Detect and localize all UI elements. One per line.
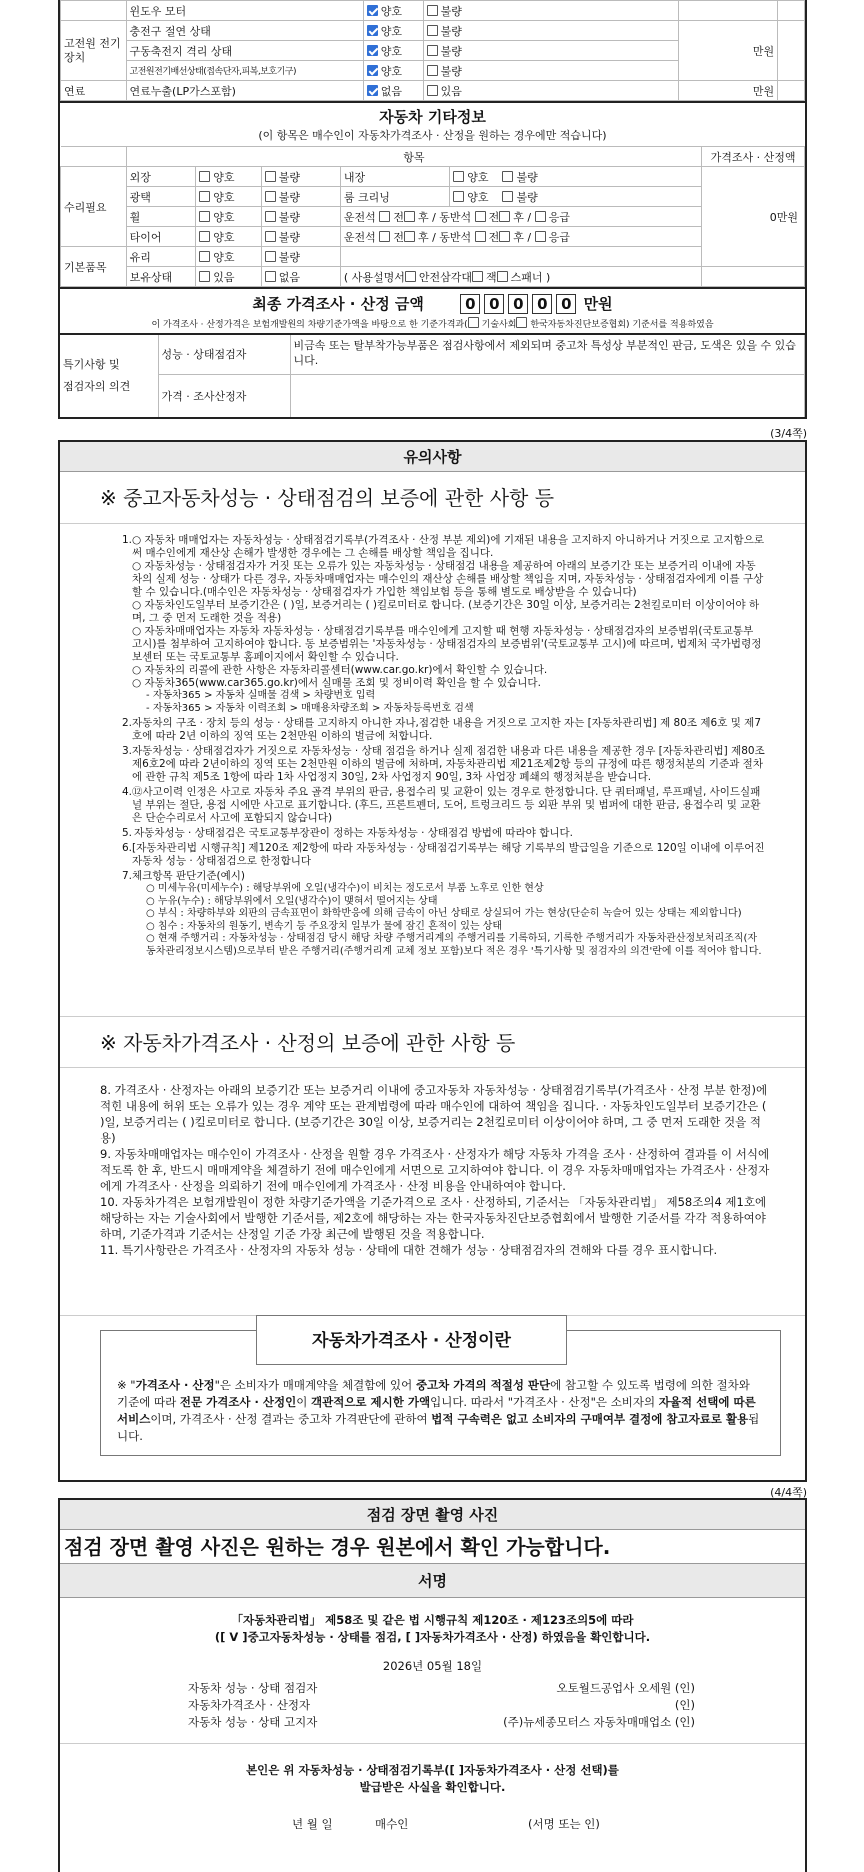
other-info-table: 항목 가격조사 · 산정액 수리필요 외장 양호 불량 내장 양호 불량 0만원 광택 양호 불량 룸 크리닝 양호 불량 휠 양호 불량 운전석 전 후 / 동반석 전 후 / 응급 타이어 양호 불량 운전석 전 후 / 동반석 전 후 / 응급 기본품목 유리 양호 불량 보유상태 있음 없음 ( 사용설명서 안전삼각대 잭 스패너 ) xyxy=(60,146,805,287)
checkbox[interactable] xyxy=(265,271,276,282)
table-row: 구동축전지 격리 상태 양호 불량 xyxy=(61,41,805,61)
table-row: 고전원전기배선상태(접속단자,피복,보호기구) 양호 불량 xyxy=(61,61,805,81)
checkbox[interactable] xyxy=(367,65,378,76)
top-section xyxy=(58,0,807,419)
checkbox[interactable] xyxy=(475,211,486,222)
checkbox[interactable] xyxy=(502,191,513,202)
list-item: 11. 특기사항란은 가격조사 · 산정자의 자동차 성능 · 상태에 대한 견해가 성능 · 상태점검자의 견해와 다를 경우 표시합니다. xyxy=(100,1243,718,1257)
checkbox[interactable] xyxy=(427,25,438,36)
checkbox[interactable] xyxy=(475,231,486,242)
opinion-table: 특기사항 및 점검자의 의견 성능 · 상태점검자 비금속 또는 탈부착가능부품은 점검사항에서 제외되며 중고차 특성상 부분적인 판금, 도색은 있을 수 있습니다. 가격 · 조사산정자 xyxy=(60,333,805,419)
checkbox[interactable] xyxy=(404,231,415,242)
other-info-title: 자동차 기타정보 xyxy=(379,108,486,126)
checkbox[interactable] xyxy=(516,317,527,328)
signer-row: 자동차 성능 · 상태 점검자 오토월드공업사 오세원 (인) xyxy=(188,1681,695,1695)
checkbox[interactable] xyxy=(472,271,483,282)
checkbox[interactable] xyxy=(427,65,438,76)
signature-title: 서명 xyxy=(60,1564,805,1598)
notice-title: 유의사항 xyxy=(60,442,805,472)
checkbox[interactable] xyxy=(379,211,390,222)
list-item: 8. 가격조사 · 산정자는 아래의 보증기간 또는 보증거리 이내에 중고자동차 자동차성능 · 상태점검기록부(가격조사 · 산정 부분 한정)에 적힌 내용에 허위 또는 오류가 있는 경우 계약 또는 관계법령에 따라 매수인에 대하여 책임을 집니다. · 자동차인도일부터 보증기간은 ( )일, 보증거리는 ( )킬로미터로 합니다. (보증기간은 30일 이상, 보증거리는 2천킬로미터 이상이어야 하며, 그 중 먼저 도래한 것을 적용) xyxy=(100,1083,768,1145)
opinion-label: 특기사항 및 점검자의 의견 xyxy=(60,334,158,418)
list-item: 4. ⑫사고이력 인정은 사고로 자동차 주요 골격 부위의 판금, 용접수리 및 교환이 있는 경우로 한정합니다. 단 쿼터패널, 루프패널, 사이드실패널 부위는 절단, 용접 시에만 사고로 표기합니다. (후드, 프론트펜더, 도어, 트렁크리드 등 외판 부위 및 범퍼에 대한 판금, 용접수리 및 교환은 단순수리로서 사고에 포함되지 않습니다) xyxy=(122,786,761,824)
photo-title: 점검 장면 촬영 사진 xyxy=(60,1500,805,1530)
buyer-row: 년 월 일 매수인 (서명 또는 인) xyxy=(292,1817,600,1831)
list-item: 5. 자동차성능 · 상태점검은 국토교통부장관이 정하는 자동차성능 · 상태점검 방법에 따라야 합니다. xyxy=(122,827,573,839)
checkbox[interactable] xyxy=(367,85,378,96)
checkbox[interactable] xyxy=(367,25,378,36)
checkbox[interactable] xyxy=(535,231,546,242)
page-number: (4/4쪽) xyxy=(770,1486,807,1499)
checkbox[interactable] xyxy=(427,45,438,56)
table-row: 연료 연료누출(LP가스포함) 없음 있음 만원 xyxy=(61,81,805,101)
checkbox[interactable] xyxy=(199,211,210,222)
section-heading: ※ 중고자동차성능 · 상태점검의 보증에 관한 사항 등 xyxy=(60,472,805,524)
checkbox[interactable] xyxy=(199,251,210,262)
checkbox[interactable] xyxy=(379,231,390,242)
checkbox[interactable] xyxy=(265,191,276,202)
list-item: 6. [자동차관리법 시행규칙] 제120조 제2항에 따라 자동차성능 · 상태점검기록부는 해당 기록부의 발급일을 기준으로 120일 이내에 이루어진 자동차 성능 · 상태점검으로 한정합니다 xyxy=(122,842,765,867)
checkbox[interactable] xyxy=(468,317,479,328)
checkbox[interactable] xyxy=(499,211,510,222)
checkbox[interactable] xyxy=(265,231,276,242)
confirm-statement: 본인은 위 자동차성능 · 상태점검기록부([ ]자동차가격조사 · 산정 선택)를 발급받은 사실을 확인합니다. xyxy=(246,1763,619,1794)
table-row: 윈도우 모터 양호 불량 xyxy=(61,1,805,21)
list-item: 10. 자동차가격은 보험개발원이 정한 차량기준가액을 기준가격으로 조사 · 산정하되, 기준서는 「자동차관리법」 제58조의4 제1호에 해당하는 자는 기술사회에서 발행한 기준서를, 제2호에 해당하는 자는 한국자동차진단보증협회에서 발행한 기준서를 각각 적용하여야 하며, 기준가격과 기준서는 산정일 기준 가장 최근에 발행된 것을 적용합니다. xyxy=(100,1195,767,1241)
signer-row: 자동차가격조사 · 산정자 (인) xyxy=(188,1698,695,1712)
list-item: 9. 자동차매매업자는 매수인이 가격조사 · 산정을 원할 경우 가격조사 · 산정자가 해당 자동차 가격을 조사 · 산정하여 결과를 이 서식에 적도록 한 후, 반드시 매매계약을 체결하기 전에 매수인에게 서면으로 고지하여야 합니다. 이 경우 자동차매매업자는 가격조사 · 산정자에게 가격조사 · 산정을 의뢰하기 전에 매수인에게 가격조사 · 산정 비용을 안내하여야 합니다. xyxy=(100,1147,770,1193)
law-statement: 「자동차관리법」 제58조 및 같은 법 시행규칙 제120조 · 제123조의5에 따라 ([ V ]중고자동차성능 · 상태를 점검, [ ]자동차가격조사 · 산정) 하였음을 확인합니다. xyxy=(214,1613,651,1644)
signer-list xyxy=(60,1680,805,1731)
checkbox[interactable] xyxy=(199,231,210,242)
section-heading: ※ 자동차가격조사 · 산정의 보증에 관한 사항 등 xyxy=(60,1016,805,1068)
checkbox[interactable] xyxy=(502,171,513,182)
checkbox[interactable] xyxy=(427,5,438,16)
checkbox[interactable] xyxy=(199,171,210,182)
definition-box xyxy=(100,1330,781,1456)
checkbox[interactable] xyxy=(453,171,464,182)
notice-section xyxy=(58,440,807,1482)
opinion-text: 비금속 또는 탈부착가능부품은 점검사항에서 제외되며 중고차 특성상 부분적인 판금, 도색은 있을 수 있습니다. xyxy=(290,334,805,374)
checkbox[interactable] xyxy=(427,85,438,96)
checkbox[interactable] xyxy=(265,171,276,182)
ev-table xyxy=(60,0,805,101)
list-item: 1. ○ 자동차 매매업자는 자동차성능 · 상태점검기록부(가격조사 · 산정 부분 제외)에 기재된 내용을 고지하지 아니하거나 거짓으로 고지함으로써 매수인에게 재산상 손해가 발생한 경우에는 그 손해를 배상할 책임을 집니다. ○ 자동차성능 · 상태점검자가 거짓 또는 오류가 있는 자동차성능 · 상태점검 내용을 제공하여 아래의 보증기간 또는 보증거리 이내에 자동차의 실제 성능 · 상태가 다른 경우, 자동차매매업자는 매수인의 재산상 손해를 배상할 책임을 지며, 자동차성능 · 상태점검자에게 이를 구상할 수 있습니다.(매수인은 자동차성능 · 상태점검자가 가입한 책임보험 등을 통해 별도로 배상받을 수 있습니다) ○ 자동차인도일부터 보증기간은 ( )일, 보증거리는 ( )킬로미터로 합니다. (보증기간은 30일 이상, 보증거리는 2천킬로미터 이상이어야 하며, 그 중 먼저 도래한 것을 적용) ○ 자동차매매업자는 자동차 자동차성능 · 상태점검기록부를 매수인에게 고지할 때 현행 자동차성능 · 상태점검자의 보증범위(국토교통부 고시)를 첨부하여 고지하여야 합니다. 동 보증범위는 '자동차성능 · 상태점검자의 보증범위'(국토교통부 고시)에 따르며, 법제처 국가법령정보센터 또는 국토교통부 홈페이지에서 확인할 수 있습니다. ○ 자동차의 리콜에 관한 사항은 자동차리콜센터(www.car.go.kr)에서 확인할 수 있습니다. ○ 자동차365(www.car365.go.kr)에서 실매물 조회 및 정비이력 확인을 할 수 있습니다. - 자동차365 > 자동차 실매물 검색 > 차량번호 입력 - 자동차365 > 자동차 이력조회 > 매매용차량조회 > 자동차등록번호 검색 xyxy=(122,534,764,714)
signature-date: 2026년 05월 18일 xyxy=(382,1659,483,1673)
group-label: 고전원 전기장치 xyxy=(61,21,127,81)
checkbox[interactable] xyxy=(405,271,416,282)
price-value: 0만원 xyxy=(702,167,805,267)
checkbox[interactable] xyxy=(367,5,378,16)
signature-section xyxy=(58,1498,807,1872)
signer-row: 자동차 성능 · 상태 고지자 (주)뉴세종모터스 자동차매매업소 (인) xyxy=(188,1715,695,1729)
page-number: (3/4쪽) xyxy=(770,427,807,440)
definition-title: 자동차가격조사 · 산정이란 xyxy=(256,1315,567,1365)
checkbox[interactable] xyxy=(404,211,415,222)
checkbox[interactable] xyxy=(453,191,464,202)
list-item: 7. 체크항목 판단기준(예시) ○ 미세누유(미세누수) : 해당부위에 오일(냉각수)이 비치는 정도로서 부품 노후로 인한 현상 ○ 누유(누수) : 해당부위에서 오일(냉각수)이 맺혀서 떨어지는 상태 ○ 부식 : 차량하부와 외판의 금속표면이 화학반응에 의해 금속이 아닌 상태로 상실되어 가는 현상(단순히 녹슬어 있는 상태는 제외합니다) ○ 침수 : 자동차의 원동기, 변속기 등 주요장치 일부가 물에 잠긴 흔적이 있는 상태 ○ 현재 주행거리 : 자동차성능 · 상태점검 당시 해당 차량 주행거리계의 주행거리를 기록하되, 기록한 주행거리가 자동차관산정보처리조직(자동차관리정보시스템)으로부터 받은 주행거리(주행거리계 교체 정보 포함)보다 적은 경우 '특기사항 및 점검자의 의견'란에 이를 적어야 합니다. xyxy=(122,870,762,957)
list-item: 2. 자동차의 구조 · 장치 등의 성능 · 상태를 고지하지 아니한 자나,점검한 내용을 거짓으로 고지한 자는 [자동차관리법] 제 80조 제6호 및 제7호에 따라 2년 이하의 징역 또는 2천만원 이하의 벌금에 처합니다. xyxy=(122,717,762,742)
notice-list-2 xyxy=(100,1082,771,1258)
other-info-header xyxy=(60,101,805,146)
checkbox[interactable] xyxy=(499,231,510,242)
checkbox[interactable] xyxy=(199,271,210,282)
notice-list xyxy=(60,524,805,958)
checkbox[interactable] xyxy=(265,251,276,262)
other-info-subtitle: (이 항목은 매수인이 자동차가격조사 · 산정을 원하는 경우에만 적습니다) xyxy=(258,129,607,142)
list-item: 3. 자동차성능 · 상태점검자가 거짓으로 자동차성능 · 상태 점검을 하거나 실제 점검한 내용과 다른 내용을 제공한 경우 [자동차관리법] 제80조제6호2에 따라 2년이하의 징역 또는 2천만원 이하의 벌금에 처하며, 자동차관리법 제21조제2항 등의 규정에 따른 행정처분의 기준과 절차에 관한 규칙 제5조 1항에 따라 1차 사업정지 30일, 2차 사업정지 90일, 3차 사업장 폐쇄의 행정처분을 받습니다. xyxy=(122,745,765,783)
photo-text: 점검 장면 촬영 사진은 원하는 경우 원본에서 확인 가능합니다. xyxy=(60,1530,805,1564)
definition-text: ※ "가격조사 · 산정"은 소비자가 매매계약을 체결함에 있어 중고차 가격의 적절성 판단에 참고할 수 있도록 법령에 의한 절차와 기준에 따라 전문 가격조사 · 산정인이 객관적으로 제시한 가액입니다. 따라서 "가격조사 · 산정"은 소비자의 자율적 선택에 따른 서비스이며, 가격조사 · 산정 결과는 중고차 가격판단에 관하여 법적 구속력은 없고 소비자의 구매여부 결정에 참고자료로 활용됩니다. xyxy=(117,1378,760,1443)
checkbox[interactable] xyxy=(265,211,276,222)
table-row: 고전원 전기장치 충전구 절연 상태 양호 불량 만원 xyxy=(61,21,805,41)
checkbox[interactable] xyxy=(199,191,210,202)
checkbox[interactable] xyxy=(497,271,508,282)
checkbox[interactable] xyxy=(535,211,546,222)
final-price: 최종 가격조사 · 산정 금액 0 0 0 0 0 만원 이 가격조사 · 산정가격은 보험개발원의 차량기준가액을 바탕으로 한 기준가격과( 기술사회 한국자동차진단보증협회) 기준서를 적용하였음 xyxy=(60,287,805,333)
checkbox[interactable] xyxy=(367,45,378,56)
